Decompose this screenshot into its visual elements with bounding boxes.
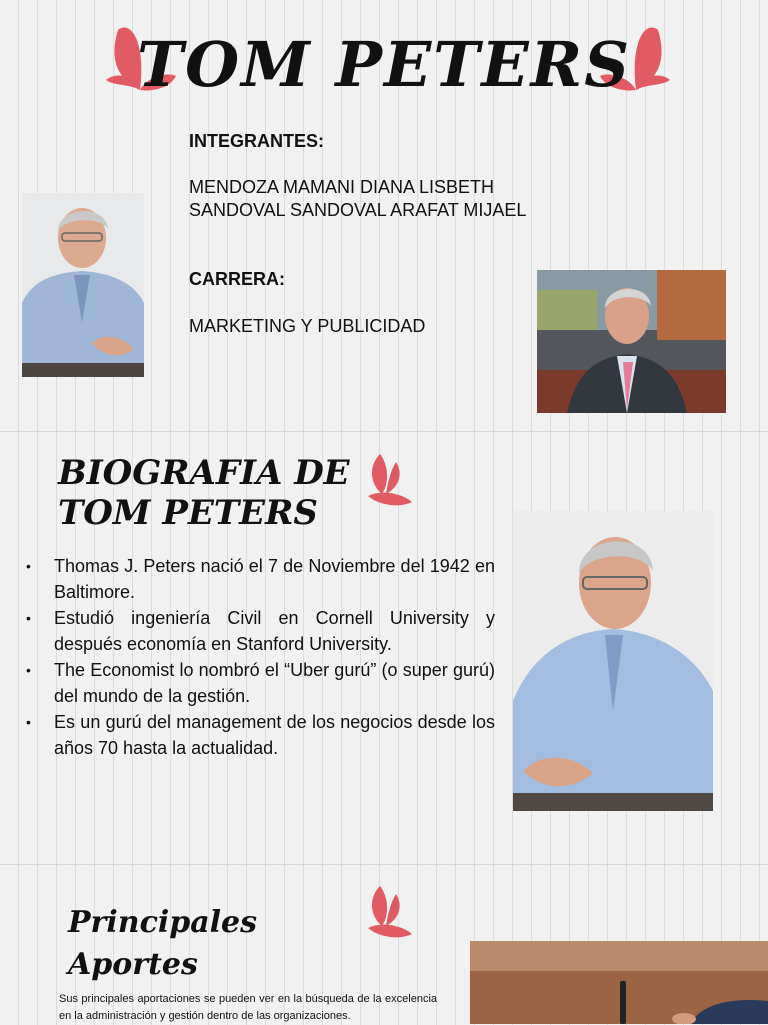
list-item: [26, 553, 495, 605]
leaf-ornament-icon: [360, 880, 416, 942]
biography-heading-line: TOM PETERS: [58, 493, 318, 533]
portrait-photo: [22, 193, 144, 377]
members-label: INTEGRANTES:: [189, 131, 324, 151]
member-name: SANDOVAL SANDOVAL ARAFAT MIJAEL: [189, 200, 527, 220]
page-title: TOM PETERS: [137, 28, 631, 101]
biography-item-text: Estudió ingeniería Civil en Cornell University y después economía en Stanford University.: [54, 608, 495, 654]
bullet-dot-icon: •: [26, 662, 31, 678]
biography-item-text: Thomas J. Peters nació el 7 de Noviembre del 1942 en Baltimore.: [54, 556, 495, 602]
list-item: [26, 709, 495, 761]
bullet-dot-icon: •: [26, 558, 31, 574]
member-name: MENDOZA MAMANI DIANA LISBETH: [189, 177, 495, 197]
biography-item-text: The Economist lo nombró el “Uber gurú” (o super gurú) del mundo de la gestión.: [54, 660, 495, 706]
desk-photo: [470, 941, 768, 1024]
biography-item-text: Es un gurú del management de los negocios desde los años 70 hasta la actualidad.: [54, 712, 495, 758]
biography-heading-line: BIOGRAFIA DE: [58, 453, 350, 493]
contributions-heading: [68, 902, 257, 986]
section-divider-middle: [0, 864, 768, 865]
leaf-ornament-icon: [360, 448, 416, 510]
portrait-photo: [513, 511, 713, 811]
list-item: [26, 657, 495, 709]
biography-list: [26, 553, 495, 761]
biography-heading: [58, 453, 350, 533]
career-value: MARKETING Y PUBLICIDAD: [189, 316, 426, 336]
bullet-dot-icon: •: [26, 610, 31, 626]
bullet-dot-icon: •: [26, 714, 31, 730]
portrait-photo: [537, 270, 726, 413]
section-divider-top: [0, 431, 768, 432]
career-label: CARRERA:: [189, 269, 285, 289]
contributions-text: Sus principales aportaciones se pueden ver en la búsqueda de la excelencia en la administración y gestión dentro de las organizaciones.: [59, 993, 437, 1022]
contributions-heading-line: Principales: [68, 905, 258, 940]
contributions-heading-line: Aportes: [68, 947, 198, 982]
list-item: [26, 605, 495, 657]
